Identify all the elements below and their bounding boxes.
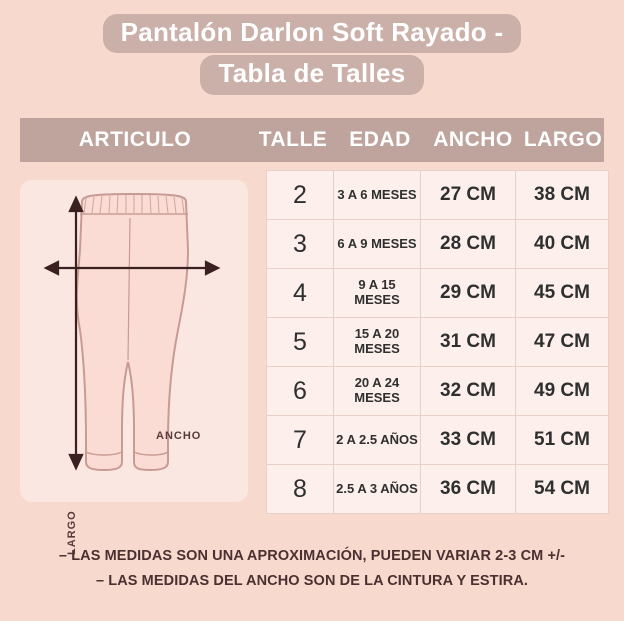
title-line-1: Pantalón Darlon Soft Rayado - [103,14,522,53]
cell-largo: 47 CM [516,318,609,367]
cell-edad: 15 A 20 MESES [334,318,421,367]
cell-talle: 5 [267,318,334,367]
cell-largo: 54 CM [516,465,609,514]
cell-edad: 2 A 2.5 AÑOS [334,416,421,465]
table-row [267,465,609,514]
table-row [267,269,609,318]
diagram-label-ancho: ANCHO [156,430,202,442]
diagram-label-largo: LARGO [66,510,78,555]
footnote-1: – LAS MEDIDAS SON UNA APROXIMACIÓN, PUEDEN VARIAR 2-3 CM +/- [58,548,566,564]
table-header-row [20,118,604,162]
title-line-2: Tabla de Talles [200,55,423,94]
footnote-2: – LAS MEDIDAS DEL ANCHO SON DE LA CINTURA Y ESTIRA. [95,573,529,589]
cell-ancho: 29 CM [421,269,516,318]
cell-edad: 2.5 A 3 AÑOS [334,465,421,514]
cell-talle: 2 [267,171,334,220]
chart-content [20,170,604,555]
cell-largo: 51 CM [516,416,609,465]
cell-ancho: 27 CM [421,171,516,220]
cell-edad: 3 A 6 MESES [334,171,421,220]
cell-talle: 8 [267,465,334,514]
product-diagram-panel [20,180,248,555]
table-row [267,220,609,269]
table-row [267,416,609,465]
cell-largo: 40 CM [516,220,609,269]
cell-largo: 38 CM [516,171,609,220]
sizes-table-wrap [266,170,604,542]
cell-edad: 9 A 15 MESES [334,269,421,318]
cell-largo: 45 CM [516,269,609,318]
table-row [267,367,609,416]
pants-illustration [20,180,248,502]
cell-ancho: 33 CM [421,416,516,465]
table-row [267,318,609,367]
column-header-ancho: ANCHO [433,128,513,151]
cell-edad: 6 A 9 MESES [334,220,421,269]
column-header-edad: EDAD [349,128,411,151]
cell-talle: 7 [267,416,334,465]
table-row [267,171,609,220]
cell-talle: 4 [267,269,334,318]
sizes-table [266,170,609,514]
cell-ancho: 28 CM [421,220,516,269]
cell-largo: 49 CM [516,367,609,416]
cell-ancho: 36 CM [421,465,516,514]
cell-ancho: 31 CM [421,318,516,367]
cell-ancho: 32 CM [421,367,516,416]
page-title [0,0,624,95]
column-header-articulo: ARTICULO [78,128,192,151]
cell-talle: 3 [267,220,334,269]
cell-edad: 20 A 24 MESES [334,367,421,416]
footnotes [0,548,624,598]
column-header-talle: TALLE [258,128,328,151]
column-header-largo: LARGO [523,128,603,151]
cell-talle: 6 [267,367,334,416]
